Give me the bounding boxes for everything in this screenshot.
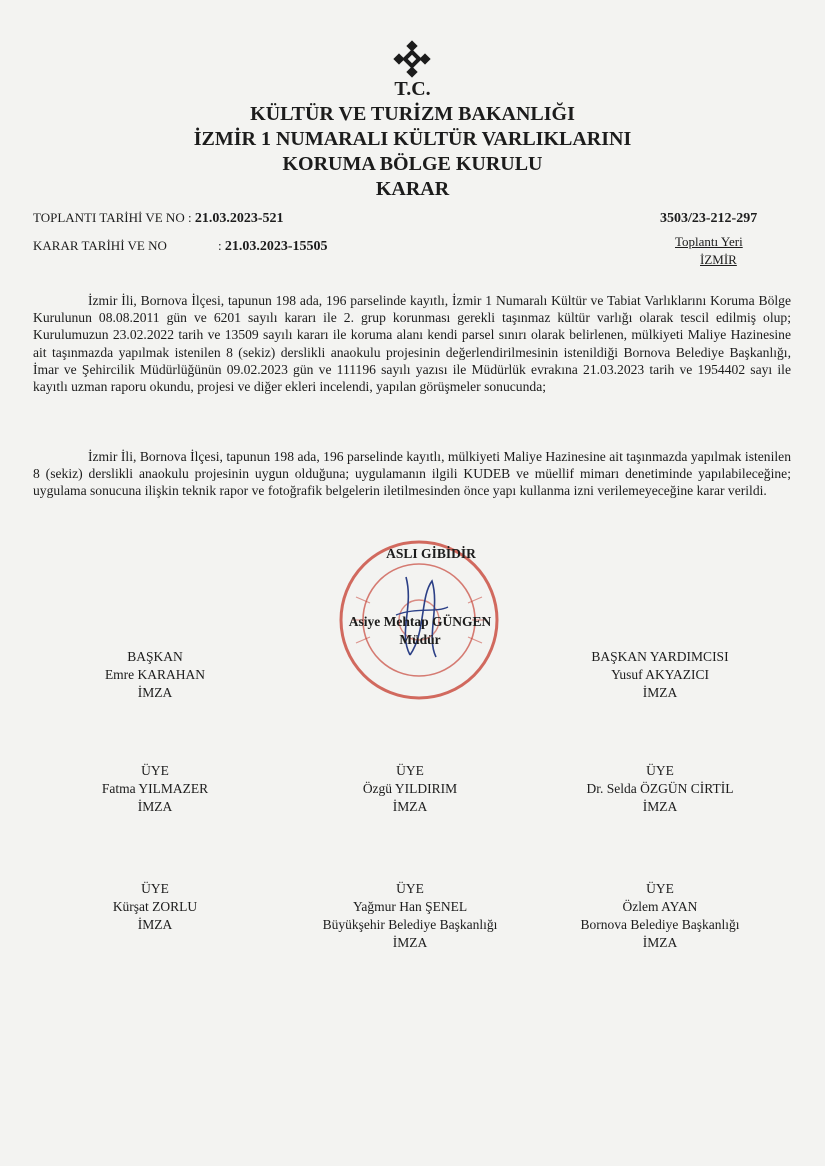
stamp-text-block	[300, 545, 540, 649]
signature-uye-2	[320, 762, 500, 816]
name: Özlem AYAN	[622, 899, 698, 914]
role: ÜYE	[646, 763, 674, 778]
signature-baskan	[70, 648, 240, 702]
ministry-title: KÜLTÜR VE TURİZM BAKANLIĞI	[250, 103, 575, 125]
name: Yağmur Han ŞENEL	[352, 899, 468, 914]
meeting-place-label: Toplantı Yeri	[675, 234, 743, 249]
header-tc: T.C.	[394, 78, 431, 100]
sign: İMZA	[137, 799, 173, 814]
signature-uye-4	[70, 880, 240, 934]
decision-label: KARAR TARİHİ VE NO	[33, 238, 167, 253]
stamp-officer-title: Müdür	[399, 632, 441, 647]
sign: İMZA	[642, 935, 678, 950]
signature-uye-3	[545, 762, 775, 816]
meeting-value: 21.03.2023-521	[194, 211, 284, 226]
decision-paragraph-1: İzmir İli, Bornova İlçesi, tapunun 198 ada, 196 parselinde kayıtlı, İzmir 1 Numaralı Kültür ve Tabiat Varlıklarını Koruma Bölge Kurulunun 08.08.2011 gün ve 6201 sayılı kararı ile 2. grup korunması gerekli taşınmaz kültür varlığı olarak tescil edilmiş olup; Kurulumuzun 23.02.2022 tarih ve 13509 sayılı kararı ile koruma alanı kendi parsel sınırı olarak belirlenen, mülkiyeti Maliye Hazinesine ait taşınmazda yapılmak istenilen 8 (sekiz) derslikli anaokulu projesinin değerlendirilmesinin istenildiği Bornova Belediye Başkanlığı, İmar ve Şehircilik Müdürlüğünün 09.02.2023 gün ve 111196 sayılı yazısı ile Müdürlük evrakına 21.03.2023 tarih ve 1954402 sayı ile kayıtlı uzman raporu okundu, projesi ve diğer ekleri incelendi, yapılan görüşmeler sonucunda;	[33, 293, 791, 395]
name: Yusuf AKYAZICI	[611, 667, 709, 682]
stamp-officer-name: Asiye Mehtap GÜNGEN	[348, 614, 492, 629]
signature-baskan-yardimcisi	[555, 648, 765, 702]
role: BAŞKAN YARDIMCISI	[591, 649, 729, 664]
name: Fatma YILMAZER	[101, 781, 209, 796]
meeting-date-row	[33, 210, 284, 227]
decision-sep: :	[218, 238, 222, 253]
board-title-line2: KORUMA BÖLGE KURULU	[282, 153, 543, 175]
org: Büyükşehir Belediye Başkanlığı	[322, 917, 498, 932]
name: Emre KARAHAN	[104, 667, 206, 682]
meeting-label: TOPLANTI TARİHİ VE NO :	[33, 210, 192, 225]
doc-type-title: KARAR	[375, 178, 450, 200]
sign: İMZA	[642, 685, 678, 700]
signature-uye-6	[545, 880, 775, 952]
decision-date-row	[218, 238, 328, 255]
role: BAŞKAN	[127, 649, 183, 664]
role: ÜYE	[141, 763, 169, 778]
name: Özgü YILDIRIM	[362, 781, 458, 796]
sign: İMZA	[642, 799, 678, 814]
name: Dr. Selda ÖZGÜN CİRTİL	[586, 781, 734, 796]
sign: İMZA	[137, 685, 173, 700]
board-title-line1: İZMİR 1 NUMARALI KÜLTÜR VARLIKLARINI	[193, 128, 632, 150]
signature-uye-5	[300, 880, 520, 952]
decision-value: 21.03.2023-15505	[224, 239, 328, 254]
name: Kürşat ZORLU	[112, 899, 198, 914]
role: ÜYE	[646, 881, 674, 896]
ministry-emblem-icon	[393, 40, 431, 78]
sign: İMZA	[137, 917, 173, 932]
sign: İMZA	[392, 799, 428, 814]
role: ÜYE	[396, 881, 424, 896]
signature-uye-1	[70, 762, 240, 816]
role: ÜYE	[396, 763, 424, 778]
sign: İMZA	[392, 935, 428, 950]
role: ÜYE	[141, 881, 169, 896]
reference-number: 3503/23-212-297	[660, 211, 758, 226]
decision-paragraph-2: İzmir İli, Bornova İlçesi, tapunun 198 ada, 196 parselinde kayıtlı, mülkiyeti Maliye Hazinesine ait taşınmazda yapılmak istenilen 8 (sekiz) derslikli anaokulu projesinin uygun olduğuna; uygulamanın ilgili KUDEB ve müellif mimarı denetiminde yapılabileceğine; uygulama sonucuna ilişkin teknik rapor ve fotoğrafik belgelerin iletilmesinden önce yapı kullanma izni verilemeyeceğine karar verildi.	[33, 449, 791, 499]
asli-gibidir: ASLI GİBİDİR	[386, 546, 476, 561]
org: Bornova Belediye Başkanlığı	[580, 917, 740, 932]
meeting-place-value: İZMİR	[700, 252, 737, 267]
